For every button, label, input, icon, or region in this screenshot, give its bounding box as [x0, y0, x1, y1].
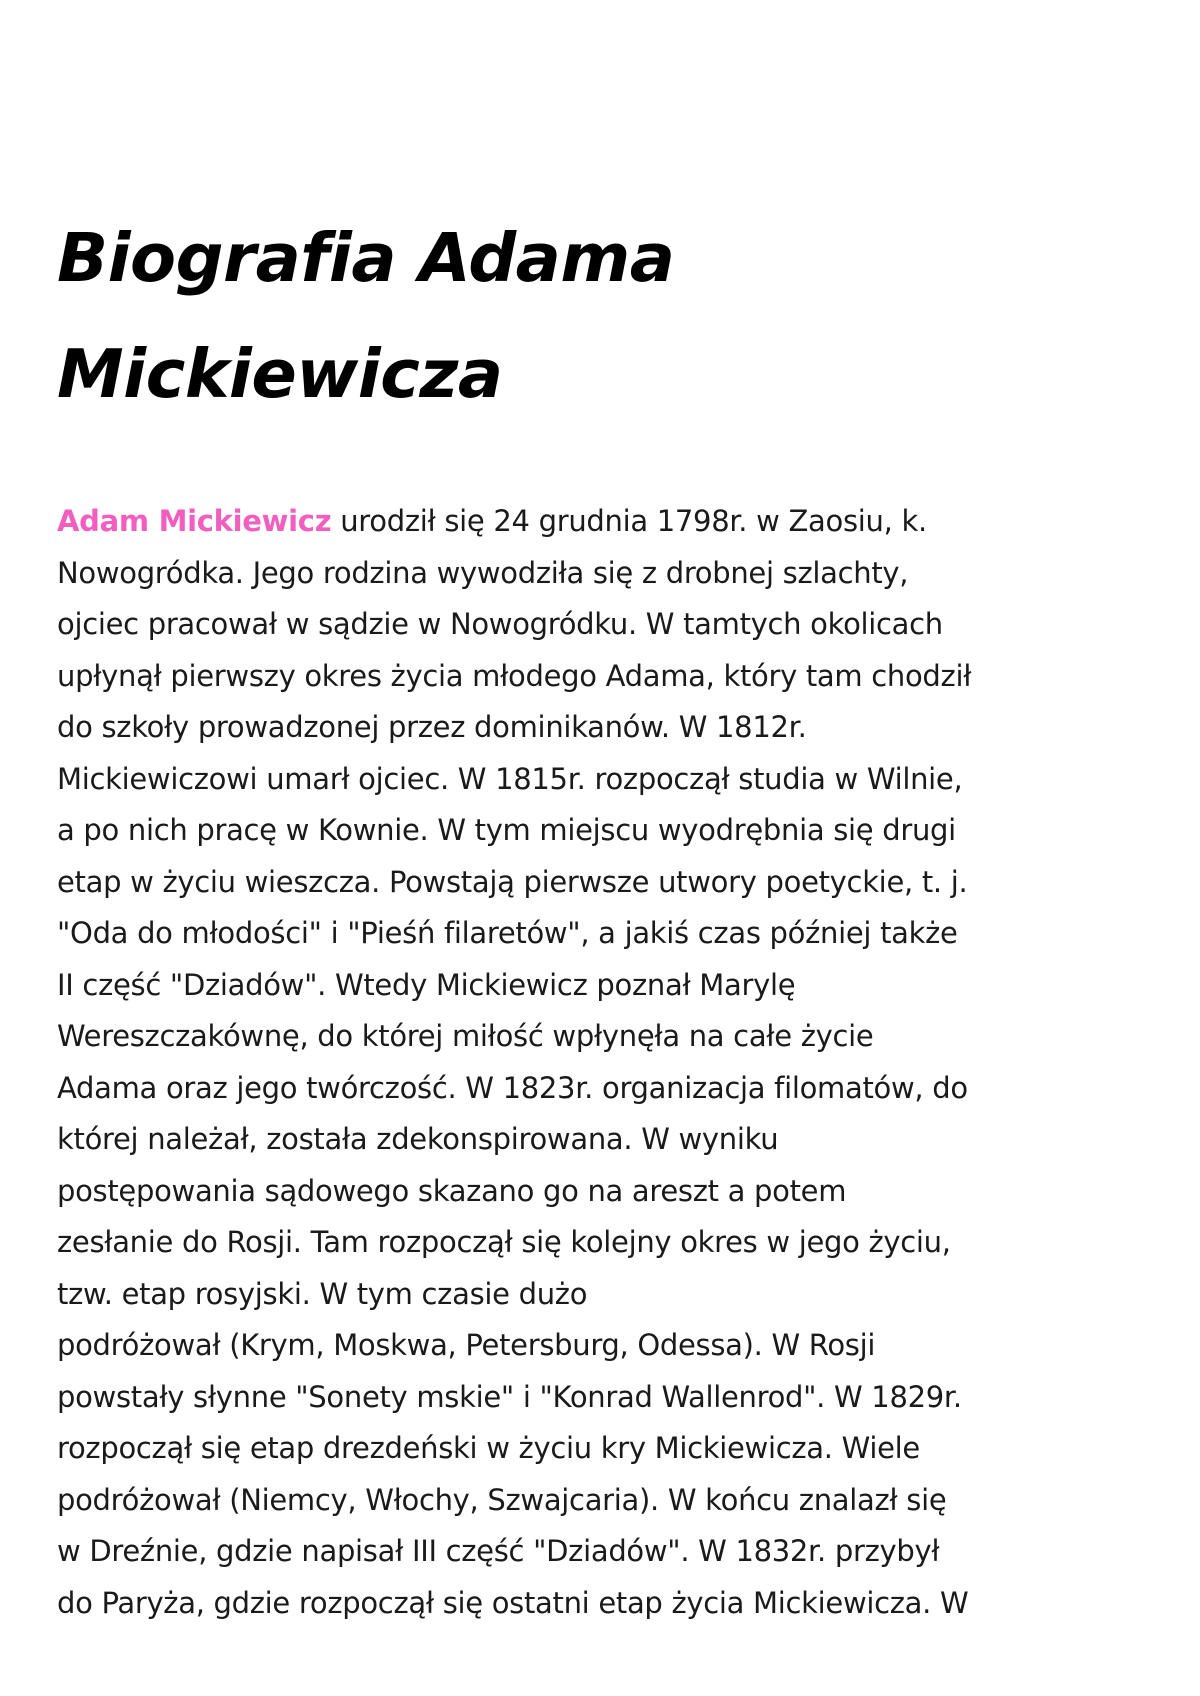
paragraph-line: podróżował (Krym, Moskwa, Petersburg, Odessa). W Rosji — [57, 1328, 876, 1362]
paragraph-line: w Dreźnie, gdzie napisał III część "Dziadów". W 1832r. przybył — [57, 1534, 940, 1568]
page-title — [57, 200, 1057, 432]
paragraph-line: Nowogródka. Jego rodzina wywodziła się z drobnej szlachty, — [57, 555, 909, 590]
paragraph-line: do Paryża, gdzie rozpoczął się ostatni etap życia Mickiewicza. W — [57, 1585, 969, 1620]
paragraph-line: "Oda do młodości" i "Pieśń filaretów", a jakiś czas później także — [57, 916, 958, 950]
paragraph-line-1 — [57, 496, 1157, 548]
paragraph-line-1-text: urodził się 24 grudnia 1798r. w Zaosiu, k. — [331, 504, 927, 538]
lead-name-highlight: Adam Mickiewicz — [57, 504, 332, 538]
paragraph-line: upłynął pierwszy okres życia młodego Adama, który tam chodził — [57, 658, 972, 693]
paragraph-line: rozpoczął się etap drezdeński w życiu kry Mickiewicza. Wiele — [57, 1431, 920, 1465]
title-line-1: Biografia Adama — [57, 219, 675, 297]
paragraph-line: podróżował (Niemcy, Włochy, Szwajcaria). W końcu znalazł się — [57, 1482, 947, 1517]
paragraph-line: ojciec pracował w sądzie w Nowogródku. W tamtych okolicach — [57, 607, 943, 641]
paragraph-line: Wereszczakównę, do której miłość wpłynęła na całe życie — [57, 1019, 874, 1053]
biography-paragraph — [57, 496, 1157, 1629]
paragraph-line: do szkoły prowadzonej przez dominikanów. W 1812r. — [57, 710, 807, 744]
paragraph-line: powstały słynne "Sonety mskie" i "Konrad Wallenrod". W 1829r. — [57, 1379, 962, 1414]
paragraph-line: Adama oraz jego twórczość. W 1823r. organizacja filomatów, do — [57, 1070, 968, 1105]
paragraph-line: Mickiewiczowi umarł ojciec. W 1815r. rozpoczął studia w Wilnie, — [57, 761, 963, 796]
paragraph-line: której należał, została zdekonspirowana. W wyniku — [57, 1122, 779, 1156]
paragraph-line: postępowania sądowego skazano go na areszt a potem — [57, 1173, 847, 1208]
paragraph-line: etap w życiu wieszcza. Powstają pierwsze utwory poetyckie, t. j. — [57, 864, 968, 899]
paragraph-line: a po nich pracę w Kownie. W tym miejscu wyodrębnia się drugi — [57, 813, 956, 847]
paragraph-line: II część "Dziadów". Wtedy Mickiewicz poznał Marylę — [57, 967, 796, 1002]
paragraph-line: tzw. etap rosyjski. W tym czasie dużo — [57, 1276, 588, 1311]
paragraph-line: zesłanie do Rosji. Tam rozpoczął się kolejny okres w jego życiu, — [57, 1225, 951, 1259]
title-line-2: Mickiewicza — [57, 335, 503, 413]
